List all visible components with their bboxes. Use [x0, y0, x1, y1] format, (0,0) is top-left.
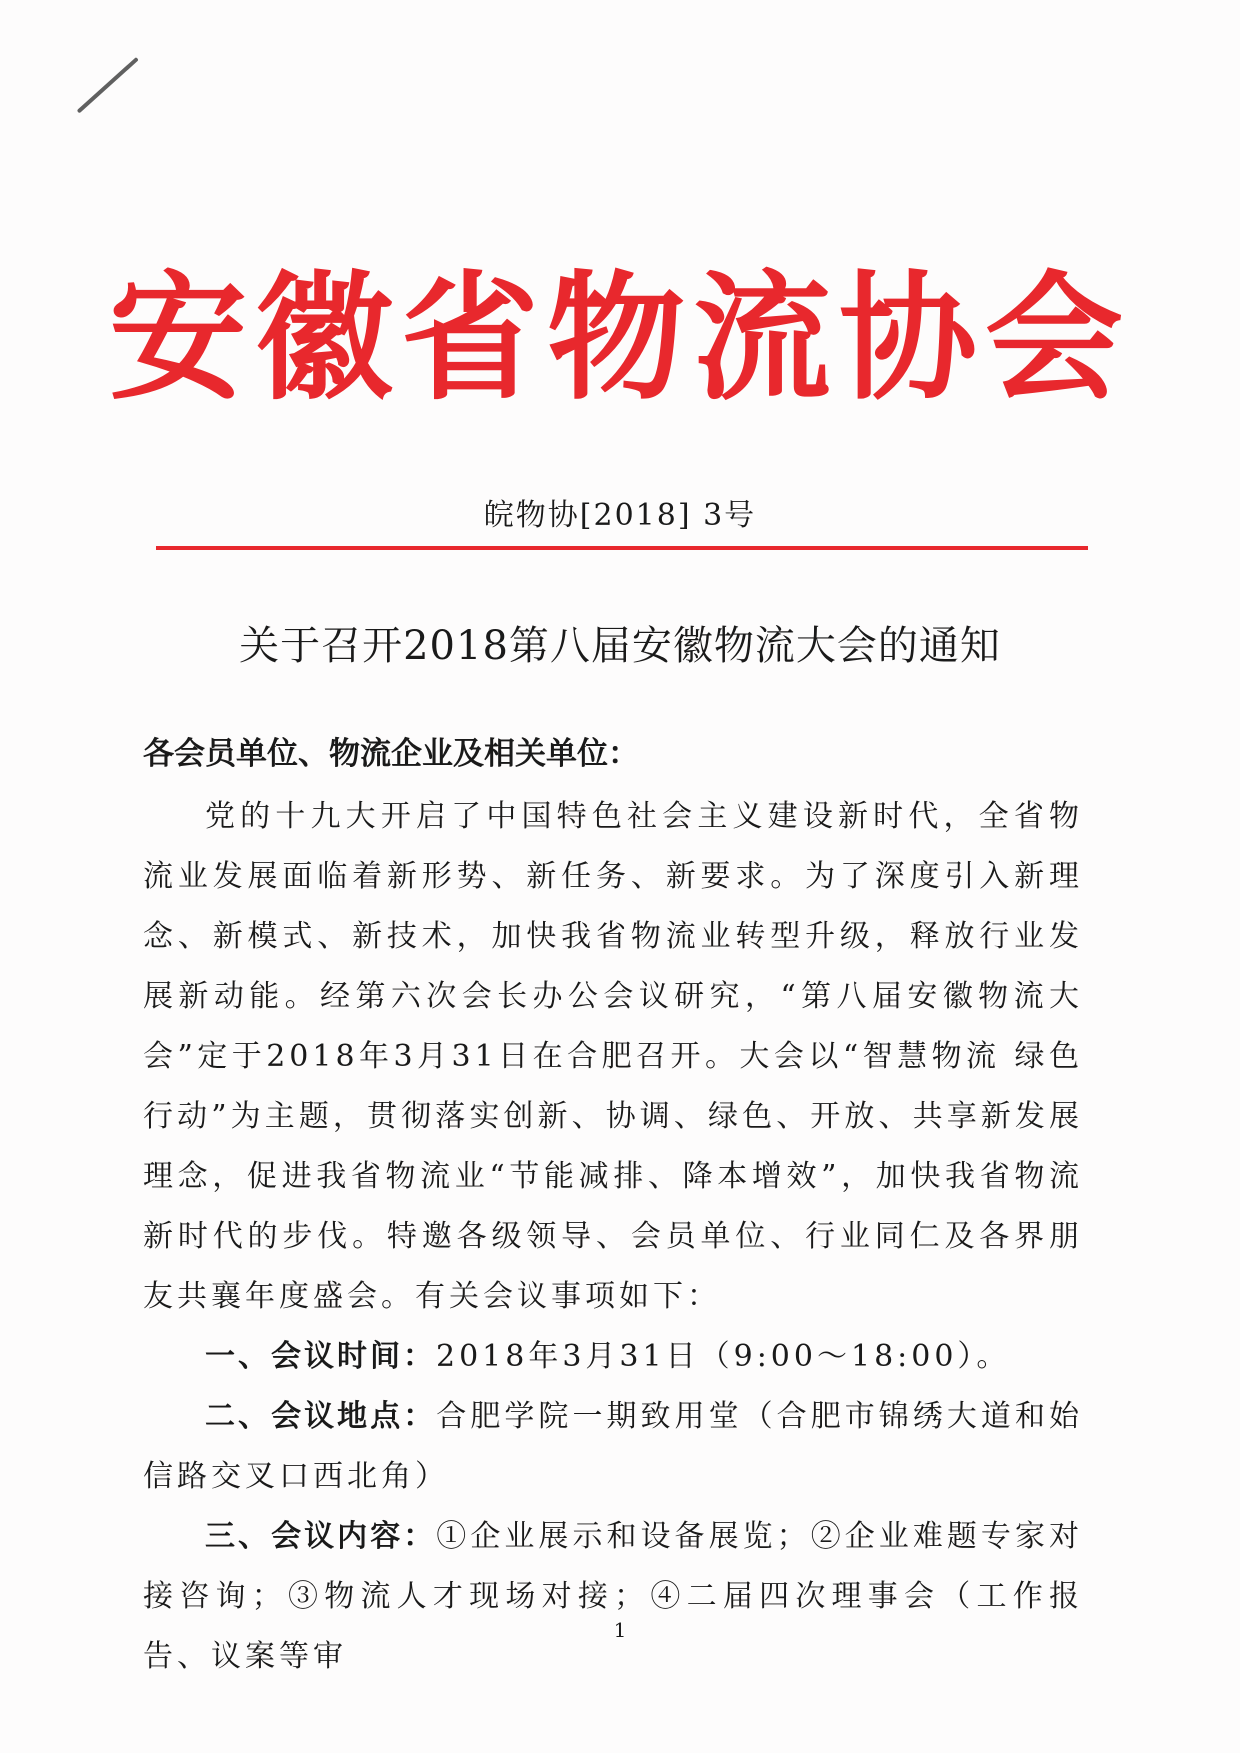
item-heading: 二、会议地点：: [205, 1399, 437, 1434]
notice-body: [143, 787, 1083, 1687]
org-letterhead: 安徽省物流协会: [108, 256, 1131, 419]
item-heading: 三、会议内容：: [205, 1519, 437, 1554]
item-meeting-time: [143, 1327, 1083, 1387]
body-paragraph: 党的十九大开启了中国特色社会主义建设新时代，全省物流业发展面临着新形势、新任务、新要求。为了深度引入新理念、新模式、新技术，加快我省物流业转型升级，释放行业发展新动能。经第六次会长办公会议研究，“第八届安徽物流大会”定于2018年3月31日在合肥召开。大会以“智慧物流 绿色行动”为主题，贯彻落实创新、协调、绿色、开放、共享新发展理念，促进我省物流业“节能减排、降本增效”，加快我省物流新时代的步伐。特邀各级领导、会员单位、行业同仁及各界朋友共襄年度盛会。有关会议事项如下：: [143, 799, 1083, 1314]
document-number: 皖物协[2018] 3号: [483, 498, 757, 533]
salutation: 各会员单位、物流企业及相关单位：: [143, 736, 639, 772]
item-meeting-content: [143, 1507, 1083, 1687]
item-heading: 一、会议时间：: [205, 1339, 436, 1374]
red-divider: [156, 546, 1088, 550]
item-text: ①企业展示和设备展览；②企业难题专家对接咨询；③物流人才现场对接；④二届四次理事会（工作报告、议案等审: [143, 1519, 1084, 1674]
page-number: 1: [613, 1618, 627, 1642]
pen-mark: [77, 57, 139, 114]
notice-title: 关于召开2018第八届安徽物流大会的通知: [239, 623, 1001, 669]
item-text: 合肥学院一期致用堂（合肥市锦绣大道和始信路交叉口西北角）: [143, 1399, 1084, 1494]
item-meeting-venue: [143, 1387, 1083, 1507]
item-text: 2018年3月31日（9:00～18:00）。: [436, 1339, 1011, 1374]
